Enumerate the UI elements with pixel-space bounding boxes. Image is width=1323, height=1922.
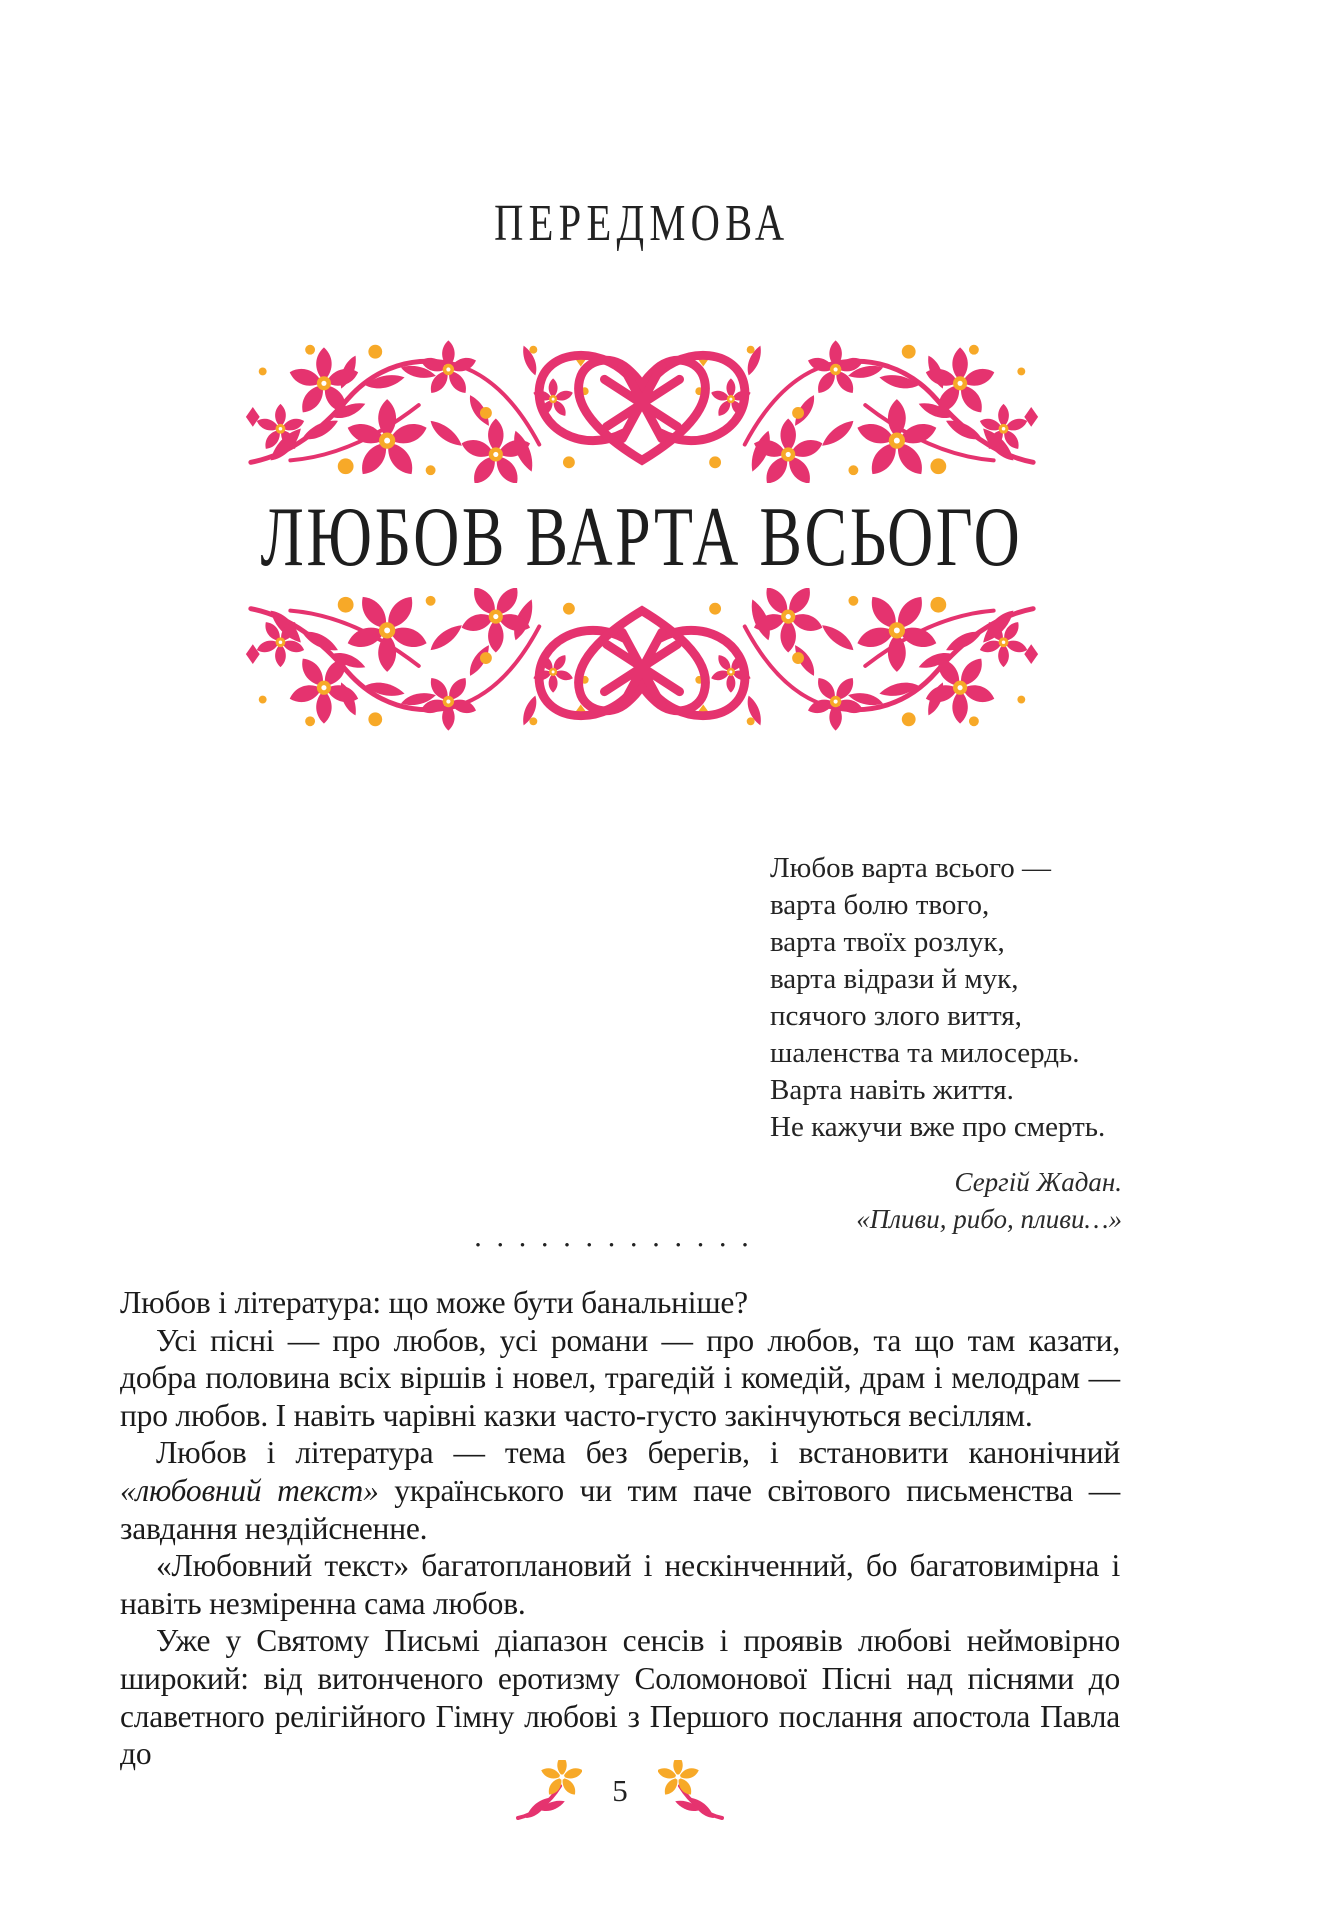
epigraph-source: «Пливи, рибо, пливи…» xyxy=(856,1204,1122,1234)
epigraph-line: варта відрази й мук, xyxy=(770,963,1019,995)
body-paragraph: Любов і література: що може бути банальніше? xyxy=(120,1285,748,1320)
page-footer xyxy=(120,1760,1120,1822)
body-text xyxy=(120,1284,1120,1773)
chapter-title xyxy=(0,489,1283,584)
floral-ornament-top xyxy=(237,333,1047,483)
footer-flower-left-icon xyxy=(510,1760,582,1822)
body-paragraph: «Любовний текст» багатоплановий і нескінченний, бо багатовимірна і навіть незміренна сама любов. xyxy=(120,1548,1120,1621)
epigraph-line: псячого злого виття, xyxy=(770,1000,1022,1032)
epigraph-author: Сергій Жадан. xyxy=(954,1167,1122,1197)
page-number: 5 xyxy=(612,1773,628,1808)
body-paragraph: Усі пісні — про любов, усі романи — про любов, та що там казати, добра половина всіх віршів і новел, трагедій і комедій, драм і мелодрам — про любов. І навіть чарівні казки часто-густо закінчуються весіллям. xyxy=(120,1322,1120,1433)
epigraph-line: Любов варта всього — xyxy=(770,852,1052,884)
epigraph-line: варта болю твого, xyxy=(770,889,990,921)
chapter-title-text: ЛЮБОВ ВАРТА ВСЬОГО xyxy=(260,489,1023,584)
body-paragraph: Уже у Святому Письмі діапазон сенсів і проявів любові неймовірно широкий: від витонченого еротизму Соломонової Пісні над піснями до славетного релігійного Гімну любові з Першого послання апостола Павла до xyxy=(120,1623,1120,1772)
epigraph xyxy=(770,850,1122,1238)
footer-flower-right-icon xyxy=(658,1760,730,1822)
dotted-separator: ••••••••••••• xyxy=(475,1238,765,1254)
body-paragraph: Любов і література — тема без берегів, і встановити канонічний «любовний текст» українського чи тим паче світового письменства — завдання нездійсненне. xyxy=(120,1435,1120,1546)
epigraph-attribution xyxy=(770,1164,1122,1238)
epigraph-line: варта твоїх розлук, xyxy=(770,926,1005,958)
floral-ornament-bottom xyxy=(237,588,1047,738)
epigraph-line: шаленства та милосердь. xyxy=(770,1037,1080,1069)
preface-heading xyxy=(0,193,1283,252)
preface-heading-text: ПЕРЕДМОВА xyxy=(493,193,790,252)
epigraph-line: Не кажучи вже про смерть. xyxy=(770,1111,1106,1143)
epigraph-line: Варта навіть життя. xyxy=(770,1074,1014,1106)
